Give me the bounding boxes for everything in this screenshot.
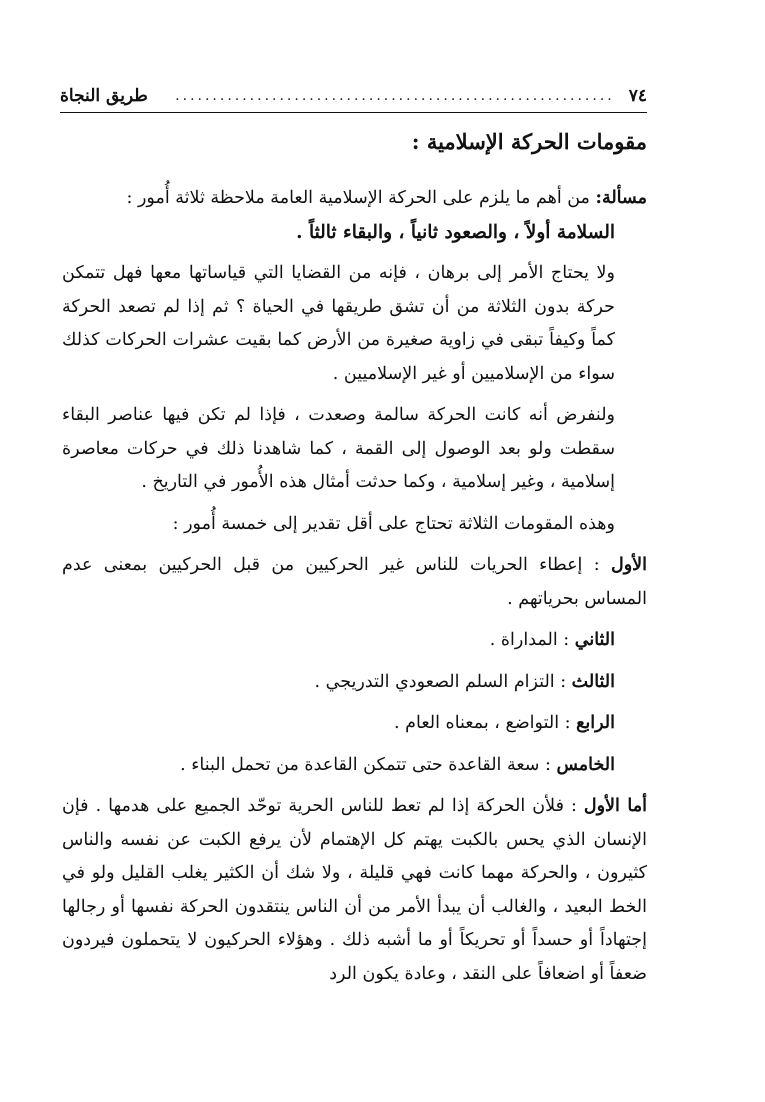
first-point-label: أما الأول (583, 796, 648, 816)
issue-text: من أهم ما يلزم على الحركة الإسلامية العامة ملاحظة ثلاثة أُمور : (126, 188, 596, 208)
first-point-text: : فلأن الحركة إذا لم تعط للناس الحرية توحّد الجميع على هدمها . فإن الإنسان الذي يحس بالكبت يهتم كل الإهتمام لأن يرفع الكبت عن نفسه والناس كثيرون ، والحركة مهما كانت فهي قليلة ، ولا شك أن الكثير يغلب القليل ولو في الخط البعيد ، والغالب أن يبدأ الأمر من أن الناس ينتقدون الحركة نفسها أو رجالها إجتهاداً أو حسداً أو تحريكاً أو ما أشبه ذلك . وهؤلاء الحركيون لا يتحملون فيردون ضعفاً أو اضعافاً على النقد ، وعادة يكون الرد (62, 796, 647, 984)
page-number: ٧٤ (628, 86, 647, 106)
running-header (60, 82, 647, 110)
book-title: طريق النجاة (60, 86, 148, 106)
item-text: : المداراة . (489, 630, 575, 650)
issue-paragraph (62, 182, 647, 216)
header-rule (60, 112, 647, 113)
item-text: : إعطاء الحريات للناس غير الحركيين من قبل الحركيين بمعنى عدم المساس بحرياتهم . (62, 555, 647, 609)
list-item (62, 549, 647, 616)
list-item (62, 624, 647, 658)
header-leader-dots: ........................................................... (175, 88, 615, 104)
three-principles: السلامة أولاً ، والصعود ثانياً ، والبقاء ثالثاً . (296, 221, 615, 243)
list-item (62, 707, 647, 741)
paragraph-3: وهذه المقومات الثلاثة تحتاج على أقل تقدير إلى خمسة أُمور : (172, 513, 615, 534)
list-item (62, 666, 647, 700)
item-label: الثاني (574, 630, 615, 650)
paragraph-2: ولنفرض أنه كانت الحركة سالمة وصعدت ، فإذا لم تكن فيها عناصر البقاء سقطت ولو بعد الوصول إلى القمة ، كما شاهدنا ذلك في حركات معاصرة إسلامية ، وغير إسلامية ، وكما حدثت أمثال هذه الأُمور في التاريخ . (62, 405, 615, 492)
item-label: الثالث (571, 671, 615, 692)
item-text: : سعة القاعدة حتى تتمكن القاعدة من تحمل البناء . (180, 754, 557, 775)
list-item (62, 749, 647, 783)
item-label: الأول (610, 555, 647, 575)
issue-label: مسألة: (595, 188, 647, 208)
page-content (62, 122, 647, 991)
section-title: مقومات الحركة الإسلامية : (411, 129, 647, 154)
first-point-paragraph (62, 790, 647, 991)
item-label: الرابع (576, 713, 615, 733)
paragraph-1: ولا يحتاج الأمر إلى برهان ، فإنه من القضايا التي قياساتها معها فهل تتمكن حركة بدون الثلاثة من أن تشق طريقها في الحياة ؟ ثم إذا لم تصعد الحركة كماً وكيفاً تبقى في زاوية صغيرة من الأرض كما بقيت عشرات الحركات كذلك سواء من الإسلاميين أو غير الإسلاميين . (62, 263, 615, 384)
item-text: : التزام السلم الصعودي التدريجي . (314, 671, 572, 692)
item-text: : التواضع ، بمعناه العام . (394, 713, 577, 733)
item-label: الخامس (556, 754, 615, 775)
